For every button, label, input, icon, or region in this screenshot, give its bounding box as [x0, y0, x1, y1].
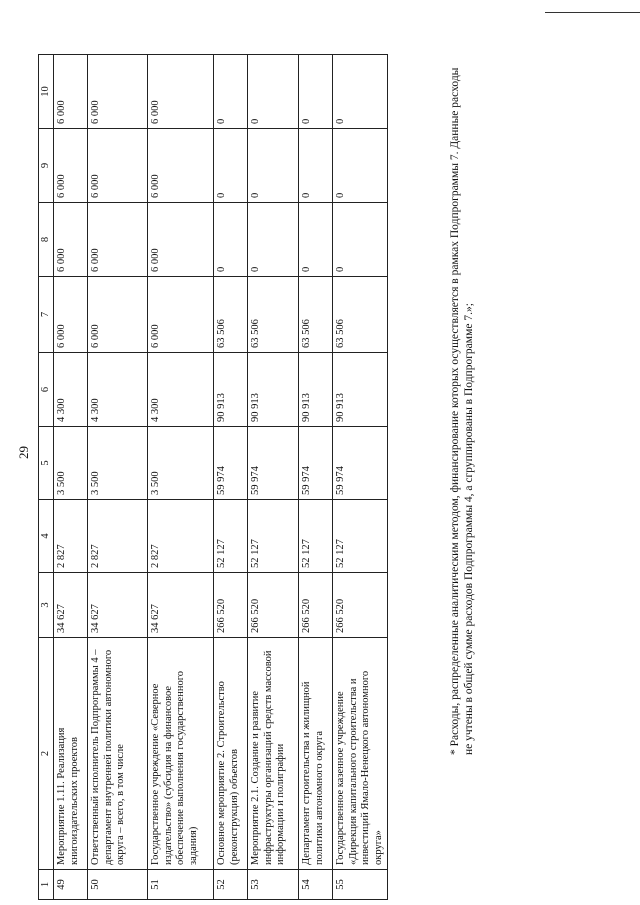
col-header: 5	[39, 427, 54, 500]
value-cell: 0	[299, 129, 333, 203]
value-cell: 0	[214, 129, 248, 203]
value-cell: 266 520	[333, 573, 388, 638]
row-number: 54	[299, 870, 333, 900]
row-name: Департамент строительства и жилищной политики автономного округа	[299, 638, 333, 870]
value-cell: 0	[333, 203, 388, 277]
row-name: Государственное учреждение «Северное издательство» (субсидия на финансовое обеспечение выполнения государственного задания)	[148, 638, 214, 870]
table-row	[333, 55, 388, 900]
value-cell: 0	[333, 55, 388, 129]
value-cell: 6 000	[54, 129, 88, 203]
col-header: 8	[39, 203, 54, 277]
row-name: Государственное казенное учреждение «Дирекция капитального строительства и инвестиций Ямало-Ненецкого автономного округа»	[333, 638, 388, 870]
value-cell: 6 000	[88, 55, 148, 129]
value-cell: 4 300	[54, 353, 88, 427]
value-cell: 6 000	[88, 277, 148, 353]
row-name: Мероприятие 1.11. Реализация книгоиздательских проектов	[54, 638, 88, 870]
value-cell: 0	[299, 203, 333, 277]
value-cell: 6 000	[148, 203, 214, 277]
value-cell: 90 913	[299, 353, 333, 427]
value-cell: 59 974	[299, 427, 333, 500]
footnote: * Расходы, распределенные аналитическим методом, финансирование которых осуществляется в рамках Подпрограммы 7. Данные расходы не учтены в общей сумме расходов Подпрограммы 4, а сгруппированы в Подпрограмме 7.»;	[449, 67, 476, 755]
table-row	[148, 55, 214, 900]
table-row	[248, 55, 299, 900]
value-cell: 34 627	[88, 573, 148, 638]
row-number: 49	[54, 870, 88, 900]
value-cell: 34 627	[148, 573, 214, 638]
value-cell: 6 000	[88, 203, 148, 277]
col-header: 6	[39, 353, 54, 427]
col-header: 9	[39, 129, 54, 203]
value-cell: 4 300	[148, 353, 214, 427]
value-cell: 0	[248, 203, 299, 277]
value-cell: 3 500	[148, 427, 214, 500]
row-number: 55	[333, 870, 388, 900]
row-number: 52	[214, 870, 248, 900]
value-cell: 59 974	[248, 427, 299, 500]
value-cell: 6 000	[148, 129, 214, 203]
value-cell: 6 000	[54, 203, 88, 277]
col-header: 1	[39, 870, 54, 900]
table-row	[214, 55, 248, 900]
value-cell: 6 000	[54, 55, 88, 129]
value-cell: 3 500	[54, 427, 88, 500]
row-number: 51	[148, 870, 214, 900]
value-cell: 266 520	[299, 573, 333, 638]
value-cell: 4 300	[88, 353, 148, 427]
value-cell: 63 506	[333, 277, 388, 353]
value-cell: 266 520	[248, 573, 299, 638]
col-header: 7	[39, 277, 54, 353]
value-cell: 3 500	[88, 427, 148, 500]
value-cell: 0	[333, 129, 388, 203]
value-cell: 2 827	[88, 500, 148, 573]
value-cell: 90 913	[333, 353, 388, 427]
page-number: 29	[16, 446, 31, 459]
value-cell: 0	[214, 203, 248, 277]
col-header: 10	[39, 55, 54, 129]
value-cell: 90 913	[248, 353, 299, 427]
row-name: Ответственный исполнитель Подпрограммы 4 – департамент внутренней политики автономного округа – всего, в том числе	[88, 638, 148, 870]
col-header: 3	[39, 573, 54, 638]
value-cell: 6 000	[88, 129, 148, 203]
budget-table	[38, 54, 388, 900]
value-cell: 63 506	[248, 277, 299, 353]
value-cell: 90 913	[214, 353, 248, 427]
value-cell: 63 506	[299, 277, 333, 353]
value-cell: 52 127	[248, 500, 299, 573]
value-cell: 6 000	[148, 55, 214, 129]
value-cell: 63 506	[214, 277, 248, 353]
value-cell: 52 127	[214, 500, 248, 573]
col-header: 2	[39, 638, 54, 870]
value-cell: 2 827	[54, 500, 88, 573]
value-cell: 6 000	[148, 277, 214, 353]
row-number: 53	[248, 870, 299, 900]
value-cell: 52 127	[299, 500, 333, 573]
value-cell: 52 127	[333, 500, 388, 573]
row-name: Мероприятие 2.1. Создание и развитие инфраструктуры организаций средств массовой информации и полиграфии	[248, 638, 299, 870]
col-header: 4	[39, 500, 54, 573]
row-name: Основное мероприятие 2. Строительство (реконструкция) объектов	[214, 638, 248, 870]
value-cell: 0	[214, 55, 248, 129]
row-number: 50	[88, 870, 148, 900]
value-cell: 0	[248, 129, 299, 203]
value-cell: 34 627	[54, 573, 88, 638]
table-row	[88, 55, 148, 900]
value-cell: 6 000	[54, 277, 88, 353]
value-cell: 266 520	[214, 573, 248, 638]
table-row	[54, 55, 88, 900]
table-row	[299, 55, 333, 900]
value-cell: 59 974	[333, 427, 388, 500]
value-cell: 0	[299, 55, 333, 129]
value-cell: 59 974	[214, 427, 248, 500]
value-cell: 0	[248, 55, 299, 129]
column-number-row	[39, 55, 54, 900]
value-cell: 2 827	[148, 500, 214, 573]
